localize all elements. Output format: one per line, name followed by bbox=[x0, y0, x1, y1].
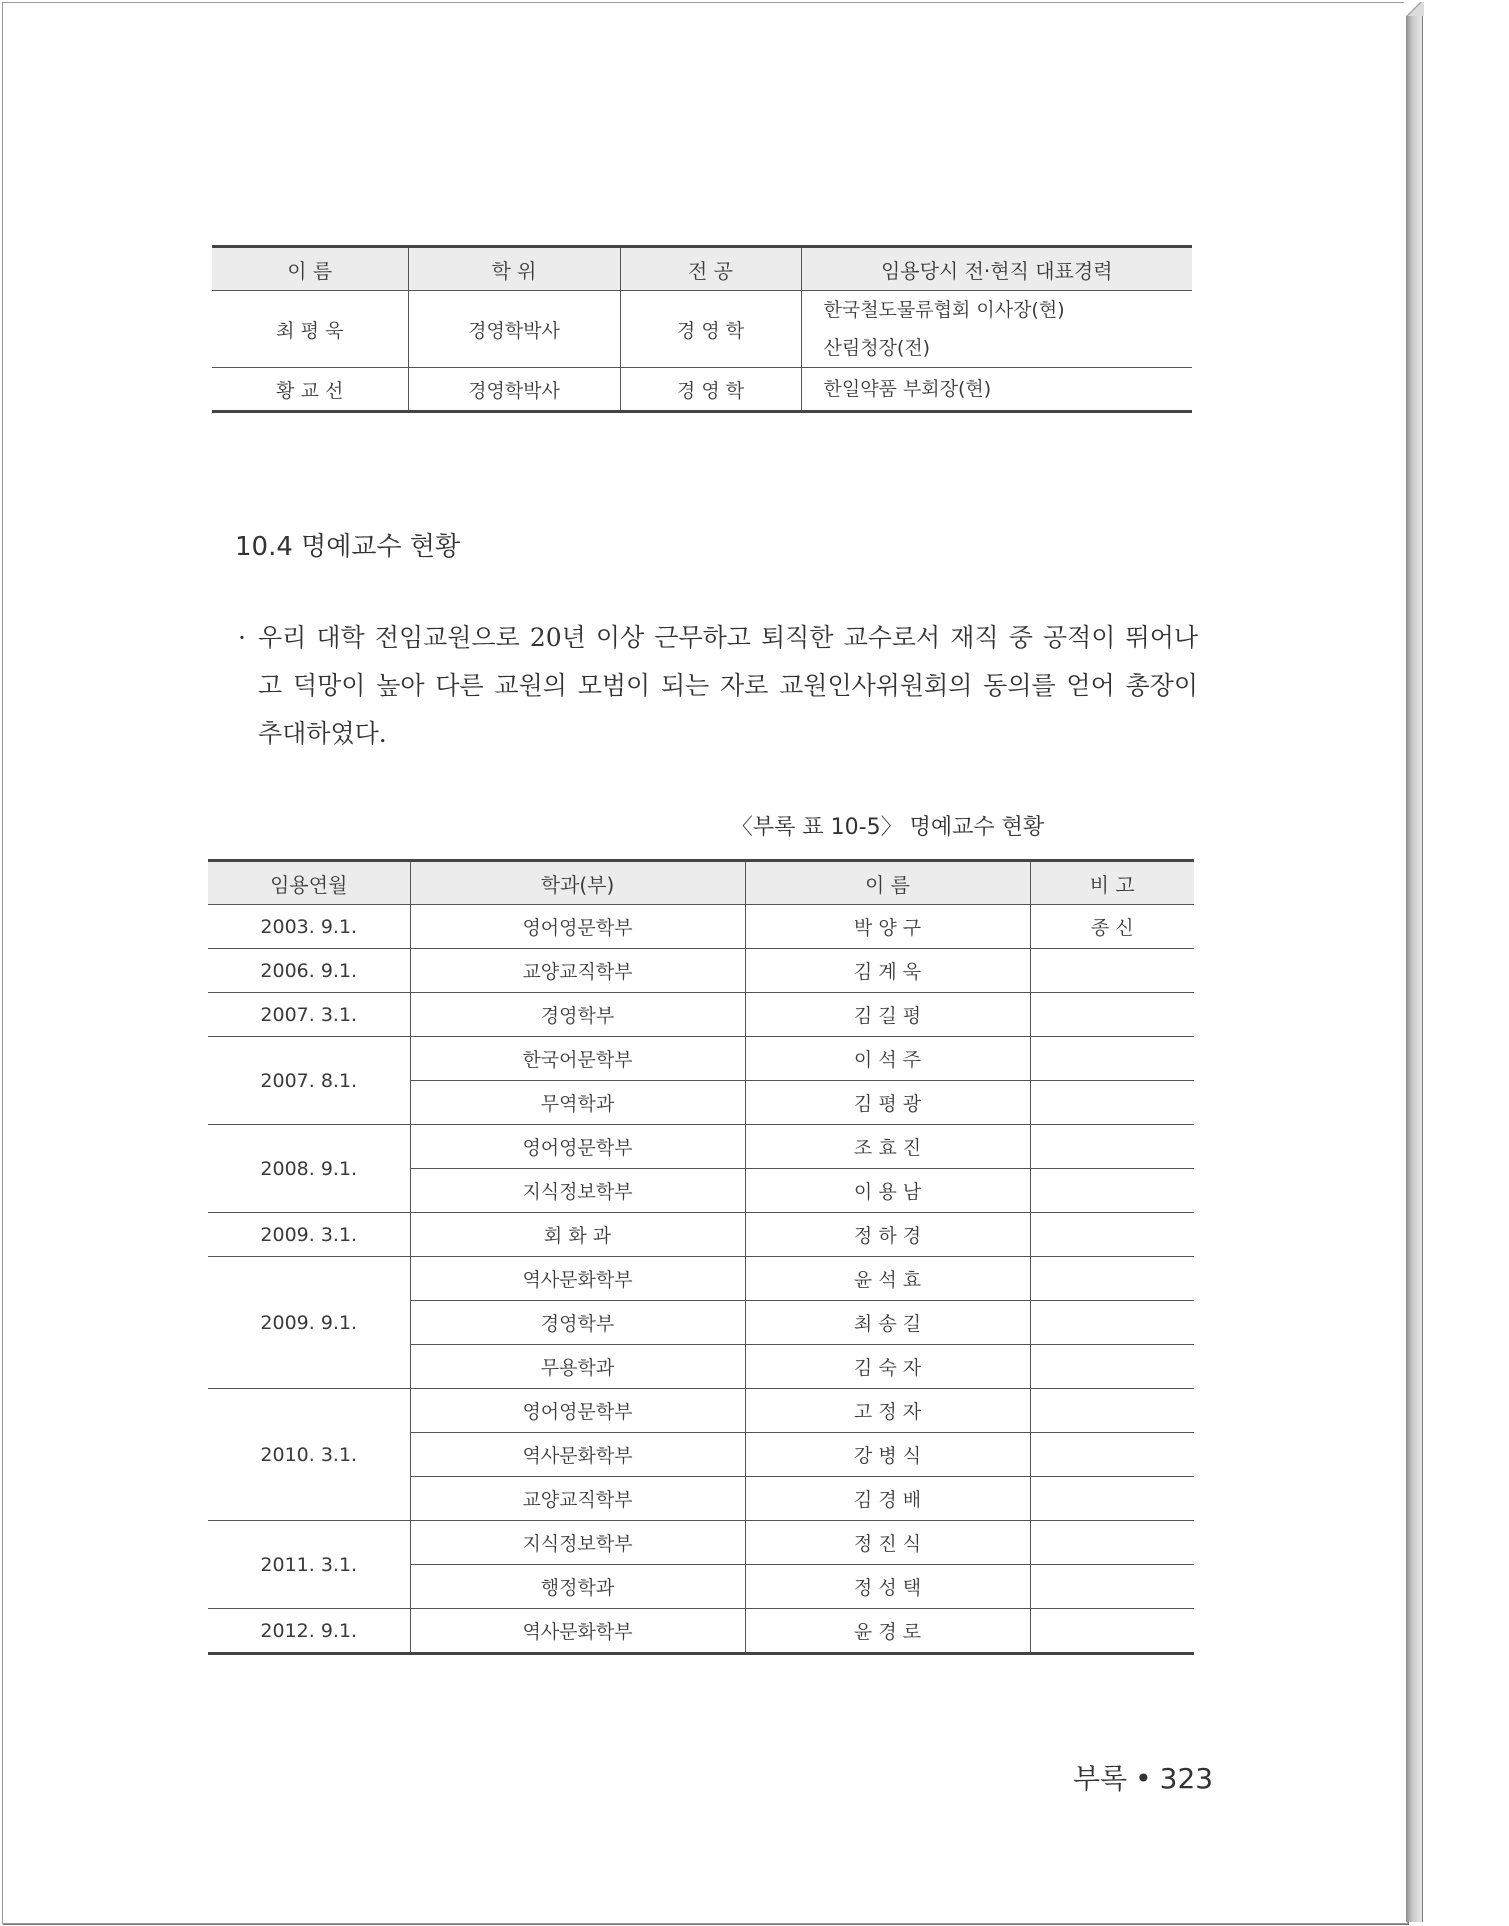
note-cell bbox=[1030, 1081, 1194, 1125]
date-cell: 2011. 3.1. bbox=[208, 1521, 410, 1609]
name-cell: 김 숙 자 bbox=[745, 1345, 1030, 1389]
header-note: 비 고 bbox=[1030, 861, 1194, 905]
dept-cell: 교양교직학부 bbox=[410, 949, 745, 993]
table-row bbox=[208, 1257, 1194, 1301]
dept-cell: 교양교직학부 bbox=[410, 1477, 745, 1521]
dept-cell: 지식정보학부 bbox=[410, 1169, 745, 1213]
page-footer bbox=[1073, 1757, 1213, 1797]
name-cell: 최 평 욱 bbox=[212, 291, 408, 368]
note-cell bbox=[1030, 1125, 1194, 1169]
name-cell: 김 계 욱 bbox=[745, 949, 1030, 993]
name-cell: 김 평 광 bbox=[745, 1081, 1030, 1125]
career-cell bbox=[801, 368, 1192, 412]
section-title: 10.4 명예교수 현황 bbox=[235, 532, 461, 562]
note-cell bbox=[1030, 1301, 1194, 1345]
table-row bbox=[208, 1037, 1194, 1081]
name-cell: 박 양 구 bbox=[745, 905, 1030, 949]
dept-cell: 영어영문학부 bbox=[410, 1125, 745, 1169]
career-cell bbox=[801, 291, 1192, 368]
header-name: 이 름 bbox=[745, 861, 1030, 905]
date-cell: 2009. 9.1. bbox=[208, 1257, 410, 1389]
name-cell: 최 송 길 bbox=[745, 1301, 1030, 1345]
dept-cell: 무역학과 bbox=[410, 1081, 745, 1125]
page-number: 323 bbox=[1159, 1762, 1214, 1795]
header-dept: 학과(부) bbox=[410, 861, 745, 905]
table-row bbox=[208, 905, 1194, 949]
name-cell: 조 효 진 bbox=[745, 1125, 1030, 1169]
header-degree: 학 위 bbox=[408, 247, 620, 291]
dept-cell: 행정학과 bbox=[410, 1565, 745, 1609]
dept-cell: 경영학부 bbox=[410, 1301, 745, 1345]
section-paragraph bbox=[238, 614, 1198, 758]
name-cell: 김 경 배 bbox=[745, 1477, 1030, 1521]
footer-label: 부록 bbox=[1073, 1762, 1128, 1795]
name-cell: 황 교 선 bbox=[212, 368, 408, 412]
dept-cell: 역사문화학부 bbox=[410, 1257, 745, 1301]
name-cell: 윤 경 로 bbox=[745, 1609, 1030, 1654]
note-cell bbox=[1030, 1565, 1194, 1609]
name-cell: 이 석 주 bbox=[745, 1037, 1030, 1081]
table-row bbox=[208, 1521, 1194, 1565]
table-row bbox=[208, 1213, 1194, 1257]
date-cell: 2012. 9.1. bbox=[208, 1609, 410, 1654]
paragraph-text: 우리 대학 전임교원으로 20년 이상 근무하고 퇴직한 교수로서 재직 중 공적이 뛰어나고 덕망이 높아 다른 교원의 모범이 되는 자로 교원인사위원회의 동의를 얻어 총장이 추대하였다. bbox=[258, 623, 1198, 748]
header-major: 전 공 bbox=[620, 247, 801, 291]
date-cell: 2009. 3.1. bbox=[208, 1213, 410, 1257]
date-cell: 2003. 9.1. bbox=[208, 905, 410, 949]
name-cell: 정 하 경 bbox=[745, 1213, 1030, 1257]
name-cell: 이 용 남 bbox=[745, 1169, 1030, 1213]
note-cell bbox=[1030, 1389, 1194, 1433]
note-cell bbox=[1030, 1257, 1194, 1301]
dept-cell: 지식정보학부 bbox=[410, 1521, 745, 1565]
career-table bbox=[212, 245, 1192, 413]
table-caption: 〈부록 표 10-5〉 명예교수 현황 bbox=[730, 815, 1045, 840]
header-name: 이 름 bbox=[212, 247, 408, 291]
emeritus-table bbox=[208, 859, 1194, 1655]
page-corner-fold bbox=[1404, 2, 1424, 16]
career-line: 한일약품 부회장(현) bbox=[823, 378, 992, 400]
dept-cell: 역사문화학부 bbox=[410, 1609, 745, 1654]
note-cell: 종 신 bbox=[1030, 905, 1194, 949]
dept-cell: 영어영문학부 bbox=[410, 1389, 745, 1433]
table-row bbox=[212, 291, 1192, 368]
header-career: 임용당시 전·현직 대표경력 bbox=[801, 247, 1192, 291]
dept-cell: 한국어문학부 bbox=[410, 1037, 745, 1081]
dept-cell: 영어영문학부 bbox=[410, 905, 745, 949]
date-cell: 2006. 9.1. bbox=[208, 949, 410, 993]
note-cell bbox=[1030, 1609, 1194, 1654]
bullet-mark: · bbox=[238, 623, 246, 652]
note-cell bbox=[1030, 1213, 1194, 1257]
dept-cell: 무용학과 bbox=[410, 1345, 745, 1389]
date-cell: 2007. 8.1. bbox=[208, 1037, 410, 1125]
table-row bbox=[208, 993, 1194, 1037]
major-cell: 경 영 학 bbox=[620, 368, 801, 412]
date-cell: 2008. 9.1. bbox=[208, 1125, 410, 1213]
note-cell bbox=[1030, 949, 1194, 993]
date-cell: 2007. 3.1. bbox=[208, 993, 410, 1037]
dept-cell: 회 화 과 bbox=[410, 1213, 745, 1257]
name-cell: 윤 석 효 bbox=[745, 1257, 1030, 1301]
note-cell bbox=[1030, 1345, 1194, 1389]
name-cell: 고 정 자 bbox=[745, 1389, 1030, 1433]
page-edge-shadow bbox=[1406, 8, 1423, 1922]
note-cell bbox=[1030, 1433, 1194, 1477]
date-cell: 2010. 3.1. bbox=[208, 1389, 410, 1521]
dept-cell: 경영학부 bbox=[410, 993, 745, 1037]
degree-cell: 경영학박사 bbox=[408, 368, 620, 412]
note-cell bbox=[1030, 1169, 1194, 1213]
table-row bbox=[208, 1389, 1194, 1433]
note-cell bbox=[1030, 1521, 1194, 1565]
table-row bbox=[208, 949, 1194, 993]
table-row bbox=[208, 1125, 1194, 1169]
career-line: 산림청장(전) bbox=[823, 337, 931, 359]
name-cell: 정 진 식 bbox=[745, 1521, 1030, 1565]
note-cell bbox=[1030, 1037, 1194, 1081]
major-cell: 경 영 학 bbox=[620, 291, 801, 368]
name-cell: 강 병 식 bbox=[745, 1433, 1030, 1477]
table-row bbox=[208, 1609, 1194, 1654]
note-cell bbox=[1030, 993, 1194, 1037]
name-cell: 정 성 택 bbox=[745, 1565, 1030, 1609]
degree-cell: 경영학박사 bbox=[408, 291, 620, 368]
emeritus-table-body bbox=[208, 905, 1194, 1654]
table-row bbox=[212, 368, 1192, 412]
name-cell: 김 길 평 bbox=[745, 993, 1030, 1037]
dept-cell: 역사문화학부 bbox=[410, 1433, 745, 1477]
note-cell bbox=[1030, 1477, 1194, 1521]
header-date: 임용연월 bbox=[208, 861, 410, 905]
career-line: 한국철도물류협회 이사장(현) bbox=[823, 299, 1065, 321]
footer-separator: • bbox=[1135, 1762, 1152, 1795]
